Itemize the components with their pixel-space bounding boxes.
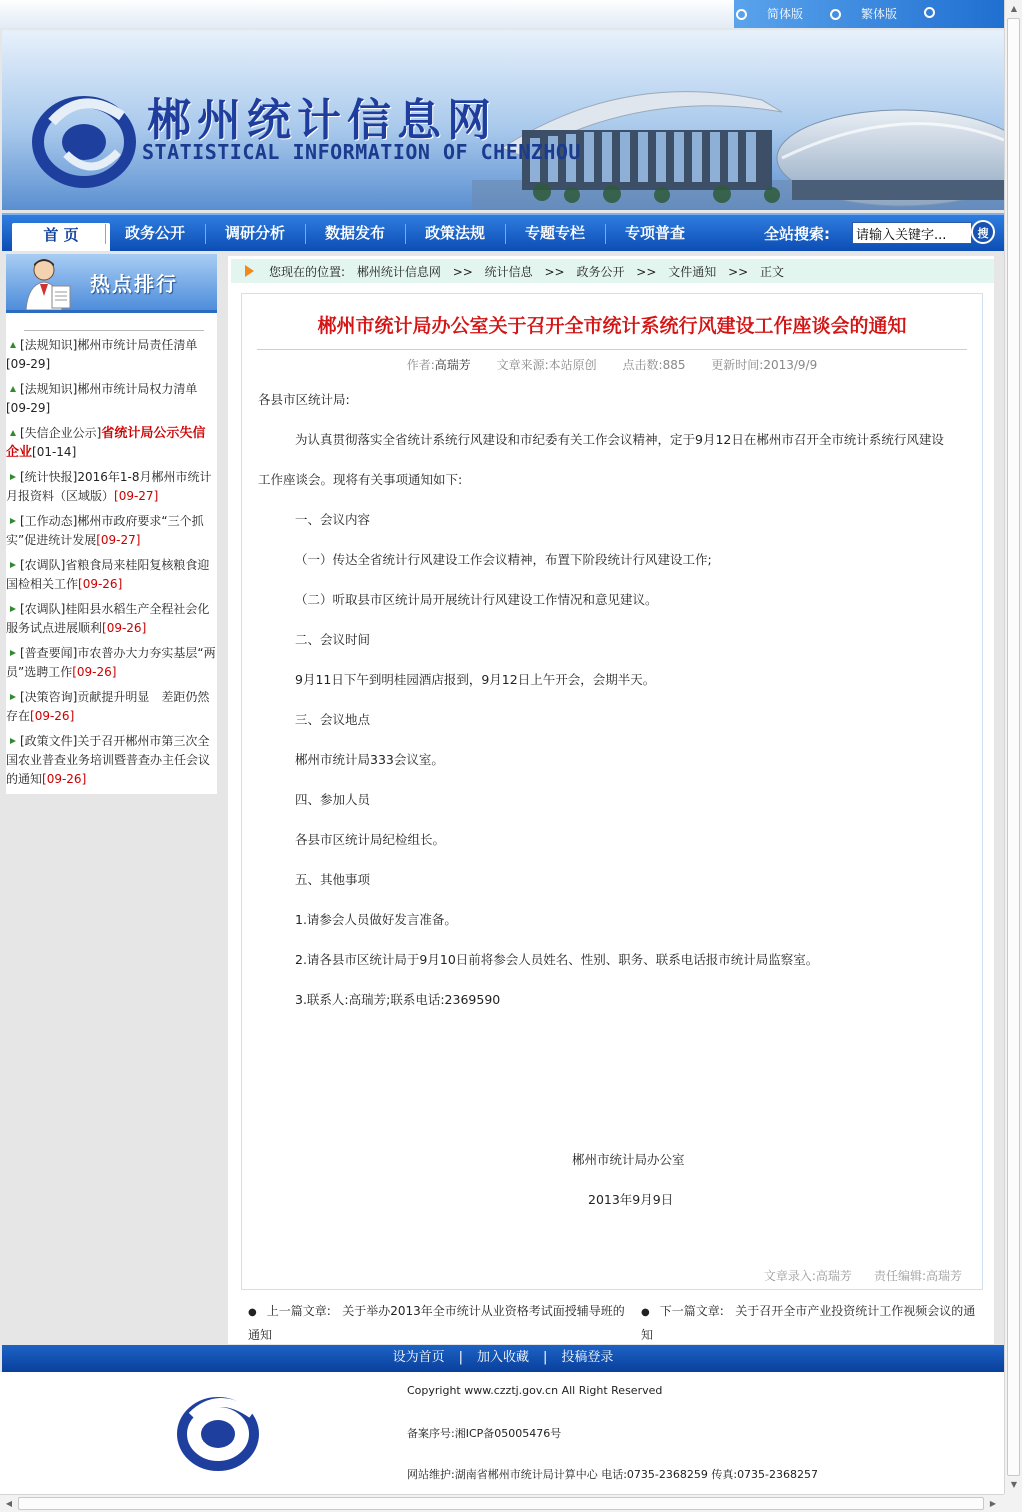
update-time: 2013/9/9	[763, 358, 818, 372]
add-favorite-link[interactable]: 加入收藏	[476, 1350, 529, 1365]
icp-number: 备案序号:湘ICP备05005476号	[407, 1427, 562, 1440]
paragraph: 2.请各县市区统计局于9月10日前将参会人员姓名、性别、职务、联系电话报市统计局监察室。	[295, 952, 819, 967]
copyright: Copyright www.czztj.gov.cn All Right Reserved	[407, 1384, 663, 1397]
hot-list-item[interactable]: [农调队]桂阳县水稻生产全程社会化服务试点进展顺利[09-26]	[6, 602, 210, 635]
hot-ranking-header	[6, 254, 217, 313]
bullet-icon	[10, 430, 16, 436]
scroll-left-icon[interactable]: ◀	[5, 1499, 13, 1508]
paragraph: 各县市区统计局:	[258, 392, 350, 407]
breadcrumb-home[interactable]: 郴州统计信息网	[356, 265, 441, 279]
next-article-title: 关于召开全市产业投资统计工作视频会议的通知	[641, 1304, 976, 1342]
maintenance-info: 网站维护:湖南省郴州市统计局计算中心 电话:0735-2368259 传真:0735-2368257	[407, 1468, 819, 1481]
hot-list-item[interactable]: [普查要闻]市农普办大力夯实基层“两员”选聘工作[09-26]	[6, 646, 216, 679]
paragraph: 各县市区统计局纪检组长。	[295, 832, 446, 847]
article-source: 本站原创	[548, 358, 597, 372]
article-meta: 作者:高瑞芳 文章来源:本站原创 点击数:885 更新时间:2013/9/9	[406, 358, 818, 372]
scroll-thumb[interactable]	[18, 1497, 984, 1510]
paragraph: 三、会议地点	[295, 712, 371, 727]
vertical-scrollbar[interactable]	[1004, 0, 1022, 1494]
paragraph: 工作座谈会。现将有关事项通知如下:	[258, 472, 463, 487]
breadcrumb-separator: >>	[452, 265, 473, 279]
paragraph: 四、参加人员	[295, 792, 371, 807]
article-title: 郴州市统计局办公室关于召开全市统计系统行风建设工作座谈会的通知	[317, 315, 907, 337]
search-input[interactable]	[852, 222, 972, 244]
footer-links-bar: 设为首页 | 加入收藏 | 投稿登录	[2, 1345, 1004, 1372]
hot-list-item[interactable]: [法规知识]郴州市统计局责任清单 [09-29]	[6, 338, 198, 371]
author-name: 高瑞芳	[434, 358, 471, 372]
hot-list-item[interactable]: [决策咨询]贡献提升明显 差距仍然存在[09-26]	[6, 690, 210, 723]
circle-icon	[736, 9, 747, 20]
logo-icon	[174, 1392, 262, 1474]
site-banner	[2, 30, 1004, 210]
bullet-icon	[10, 738, 16, 744]
set-homepage-link[interactable]: 设为首页	[392, 1350, 445, 1365]
nav-census[interactable]: 专项普查	[624, 224, 685, 242]
traditional-link[interactable]: 繁体版	[830, 5, 897, 22]
divider	[257, 349, 967, 350]
article-box	[241, 293, 983, 1290]
nav-policies[interactable]: 政策法规	[424, 224, 485, 242]
bullet-icon	[10, 518, 16, 524]
breadcrumb-current: 正文	[760, 265, 785, 279]
paragraph: 1.请参会人员做好发言准备。	[295, 912, 457, 927]
hot-list-item[interactable]: [统计快报]2016年1-8月郴州市统计月报资料（区域版）[09-27]	[6, 470, 212, 503]
scroll-right-icon[interactable]: ▶	[989, 1499, 997, 1508]
search-button[interactable]: 搜	[971, 220, 995, 244]
editor-name: 高瑞芳	[925, 1269, 962, 1283]
hot-list-item[interactable]: [失信企业公示]省统计局公示失信企业[01-14]	[6, 426, 206, 460]
contribute-login-link[interactable]: 投稿登录	[561, 1350, 614, 1365]
search-label: 全站搜索:	[764, 225, 830, 243]
article-credits: 文章录入:高瑞芳 责任编辑:高瑞芳	[763, 1269, 962, 1283]
bullet-icon	[10, 694, 16, 700]
paragraph: （二）听取县市区统计局开展统计行风建设工作情况和意见建议。	[295, 592, 658, 607]
scroll-up-icon[interactable]: ▲	[1010, 4, 1018, 13]
hot-list-item[interactable]: [法规知识]郴州市统计局权力清单 [09-29]	[6, 382, 198, 415]
circle-icon	[924, 5, 955, 19]
paragraph: 五、其他事项	[295, 872, 371, 887]
paragraph: 3.联系人:高瑞芳;联系电话:2369590	[295, 992, 501, 1007]
paragraph: （一）传达全省统计行风建设工作会议精神，布置下阶段统计行风建设工作;	[295, 552, 712, 567]
bullet-icon: ●	[248, 1307, 257, 1318]
breadcrumb-stats-info[interactable]: 统计信息	[484, 265, 533, 279]
bullet-icon	[10, 386, 16, 392]
prev-article-title: 关于举办2013年全市统计从业资格考试面授辅导班的通知	[248, 1304, 625, 1342]
top-strip	[0, 0, 1004, 28]
bullet-icon	[10, 342, 16, 348]
signature-date: 2013年9月9日	[588, 1192, 674, 1207]
simplified-link[interactable]: 简体版	[736, 5, 803, 22]
bullet-icon	[10, 562, 16, 568]
nav-research[interactable]: 调研分析	[224, 224, 285, 242]
hot-list-item[interactable]: [农调队]省粮食局来桂阳复核粮食迎国检相关工作[09-26]	[6, 558, 210, 591]
nav-data-release[interactable]: 数据发布	[324, 224, 385, 242]
scrollbar-corner	[1004, 1494, 1022, 1512]
paragraph: 一、会议内容	[295, 512, 371, 527]
arrow-right-icon	[245, 265, 254, 277]
site-subtitle: STATISTICAL INFORMATION OF CHENZHOU	[142, 140, 581, 164]
breadcrumb-notices[interactable]: 文件通知	[668, 265, 717, 279]
scroll-thumb[interactable]	[1007, 18, 1020, 1476]
breadcrumb-separator: >>	[728, 265, 749, 279]
paragraph: 9月11日下午到明桂园酒店报到，9月12日上午开会，会期半天。	[295, 672, 656, 687]
breadcrumb	[231, 259, 994, 283]
bullet-icon	[10, 474, 16, 480]
breadcrumb-gov-affairs[interactable]: 政务公开	[576, 265, 625, 279]
paragraph: 为认真贯彻落实全省统计系统行风建设和市纪委有关工作会议精神，定于9月12日在郴州市召开全市统计系统行风建设	[295, 432, 944, 447]
breadcrumb-separator: >>	[636, 265, 657, 279]
breadcrumb-label: 您现在的位置:	[269, 265, 346, 279]
next-article-link[interactable]: ● 下一篇文章: 关于召开全市产业投资统计工作视频会议的通知	[641, 1304, 976, 1342]
horizontal-scrollbar[interactable]	[0, 1494, 1004, 1512]
breadcrumb-separator: >>	[544, 265, 565, 279]
language-bar	[734, 0, 1004, 28]
hot-ranking-title: 热点排行	[90, 272, 178, 296]
bullet-icon	[10, 606, 16, 612]
recorder-name: 高瑞芳	[815, 1269, 852, 1283]
hot-list-item[interactable]: [政策文件]关于召开郴州市第三次全国农业普查业务培训暨普查办主任会议的通知[09-26]	[6, 734, 211, 786]
divider	[24, 330, 204, 331]
hot-ranking-panel	[6, 254, 217, 794]
paragraph: 郴州市统计局333会议室。	[295, 752, 444, 767]
nav-special-topics[interactable]: 专题专栏	[524, 224, 585, 242]
bullet-icon	[10, 650, 16, 656]
main-nav	[2, 213, 1004, 251]
prev-article-link[interactable]: ● 上一篇文章: 关于举办2013年全市统计从业资格考试面授辅导班的通知	[248, 1304, 625, 1342]
signature-org: 郴州市统计局办公室	[572, 1152, 685, 1167]
circle-icon	[830, 9, 841, 20]
hot-list-item[interactable]: [工作动态]郴州市政府要求“三个抓实”促进统计发展[09-27]	[6, 514, 204, 547]
doctor-avatar-icon	[18, 256, 78, 310]
article-area	[228, 256, 994, 1344]
footer	[0, 1372, 1004, 1494]
paragraph: 二、会议时间	[295, 632, 371, 647]
bullet-icon: ●	[641, 1307, 650, 1318]
scroll-down-icon[interactable]: ▼	[1010, 1480, 1018, 1489]
site-title: 郴州统计信息网	[147, 95, 497, 146]
nav-home[interactable]: 首 页	[12, 223, 110, 251]
nav-government-affairs[interactable]: 政务公开	[124, 224, 185, 242]
click-count: 885	[662, 358, 686, 372]
